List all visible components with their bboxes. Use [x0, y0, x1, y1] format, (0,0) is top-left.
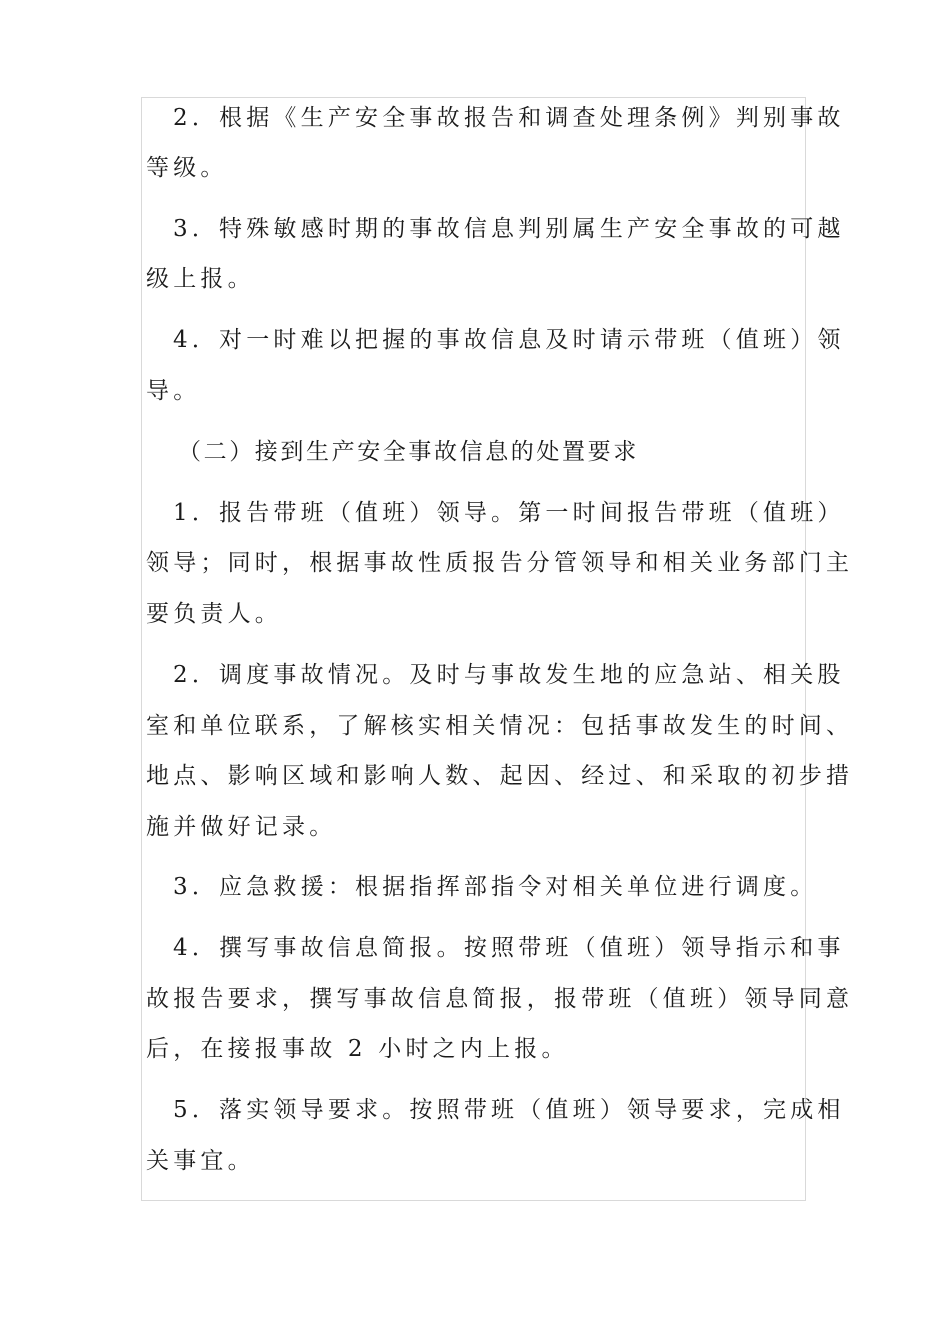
paragraph-line: 要负责人。: [146, 601, 282, 627]
paragraph-line: 室和单位联系，了解核实相关情况：包括事故发生的时间、: [146, 713, 854, 739]
paragraph-line: 关事宜。: [146, 1148, 255, 1174]
paragraph-line: 3．应急救援：根据指挥部指令对相关单位进行调度。: [173, 874, 818, 900]
paragraph-line: 等级。: [146, 155, 228, 181]
paragraph-line: 施并做好记录。: [146, 814, 337, 840]
paragraph-line: 2．根据《生产安全事故报告和调查处理条例》判别事故: [173, 105, 845, 131]
paragraph-line: 地点、影响区域和影响人数、起因、经过、和采取的初步措: [146, 763, 854, 789]
paragraph-line: 3．特殊敏感时期的事故信息判别属生产安全事故的可越: [173, 216, 845, 242]
paragraph-line: 4．撰写事故信息简报。按照带班（值班）领导指示和事: [173, 935, 845, 961]
paragraph-line: 级上报。: [146, 266, 255, 292]
paragraph-line: 1．报告带班（值班）领导。第一时间报告带班（值班）: [173, 500, 845, 526]
paragraph-line: 故报告要求，撰写事故信息简报，报带班（值班）领导同意: [146, 986, 854, 1012]
section-heading: （二）接到生产安全事故信息的处置要求: [178, 439, 639, 465]
paragraph-line: 后，在接报事故 2 小时之内上报。: [146, 1036, 569, 1062]
paragraph-line: 导。: [146, 378, 201, 404]
paragraph-line: 5．落实领导要求。按照带班（值班）领导要求，完成相: [173, 1097, 845, 1123]
paragraph-line: 领导；同时，根据事故性质报告分管领导和相关业务部门主: [146, 550, 854, 576]
paragraph-line: 2．调度事故情况。及时与事故发生地的应急站、相关股: [173, 662, 845, 688]
paragraph-line: 4．对一时难以把握的事故信息及时请示带班（值班）领: [173, 327, 845, 353]
